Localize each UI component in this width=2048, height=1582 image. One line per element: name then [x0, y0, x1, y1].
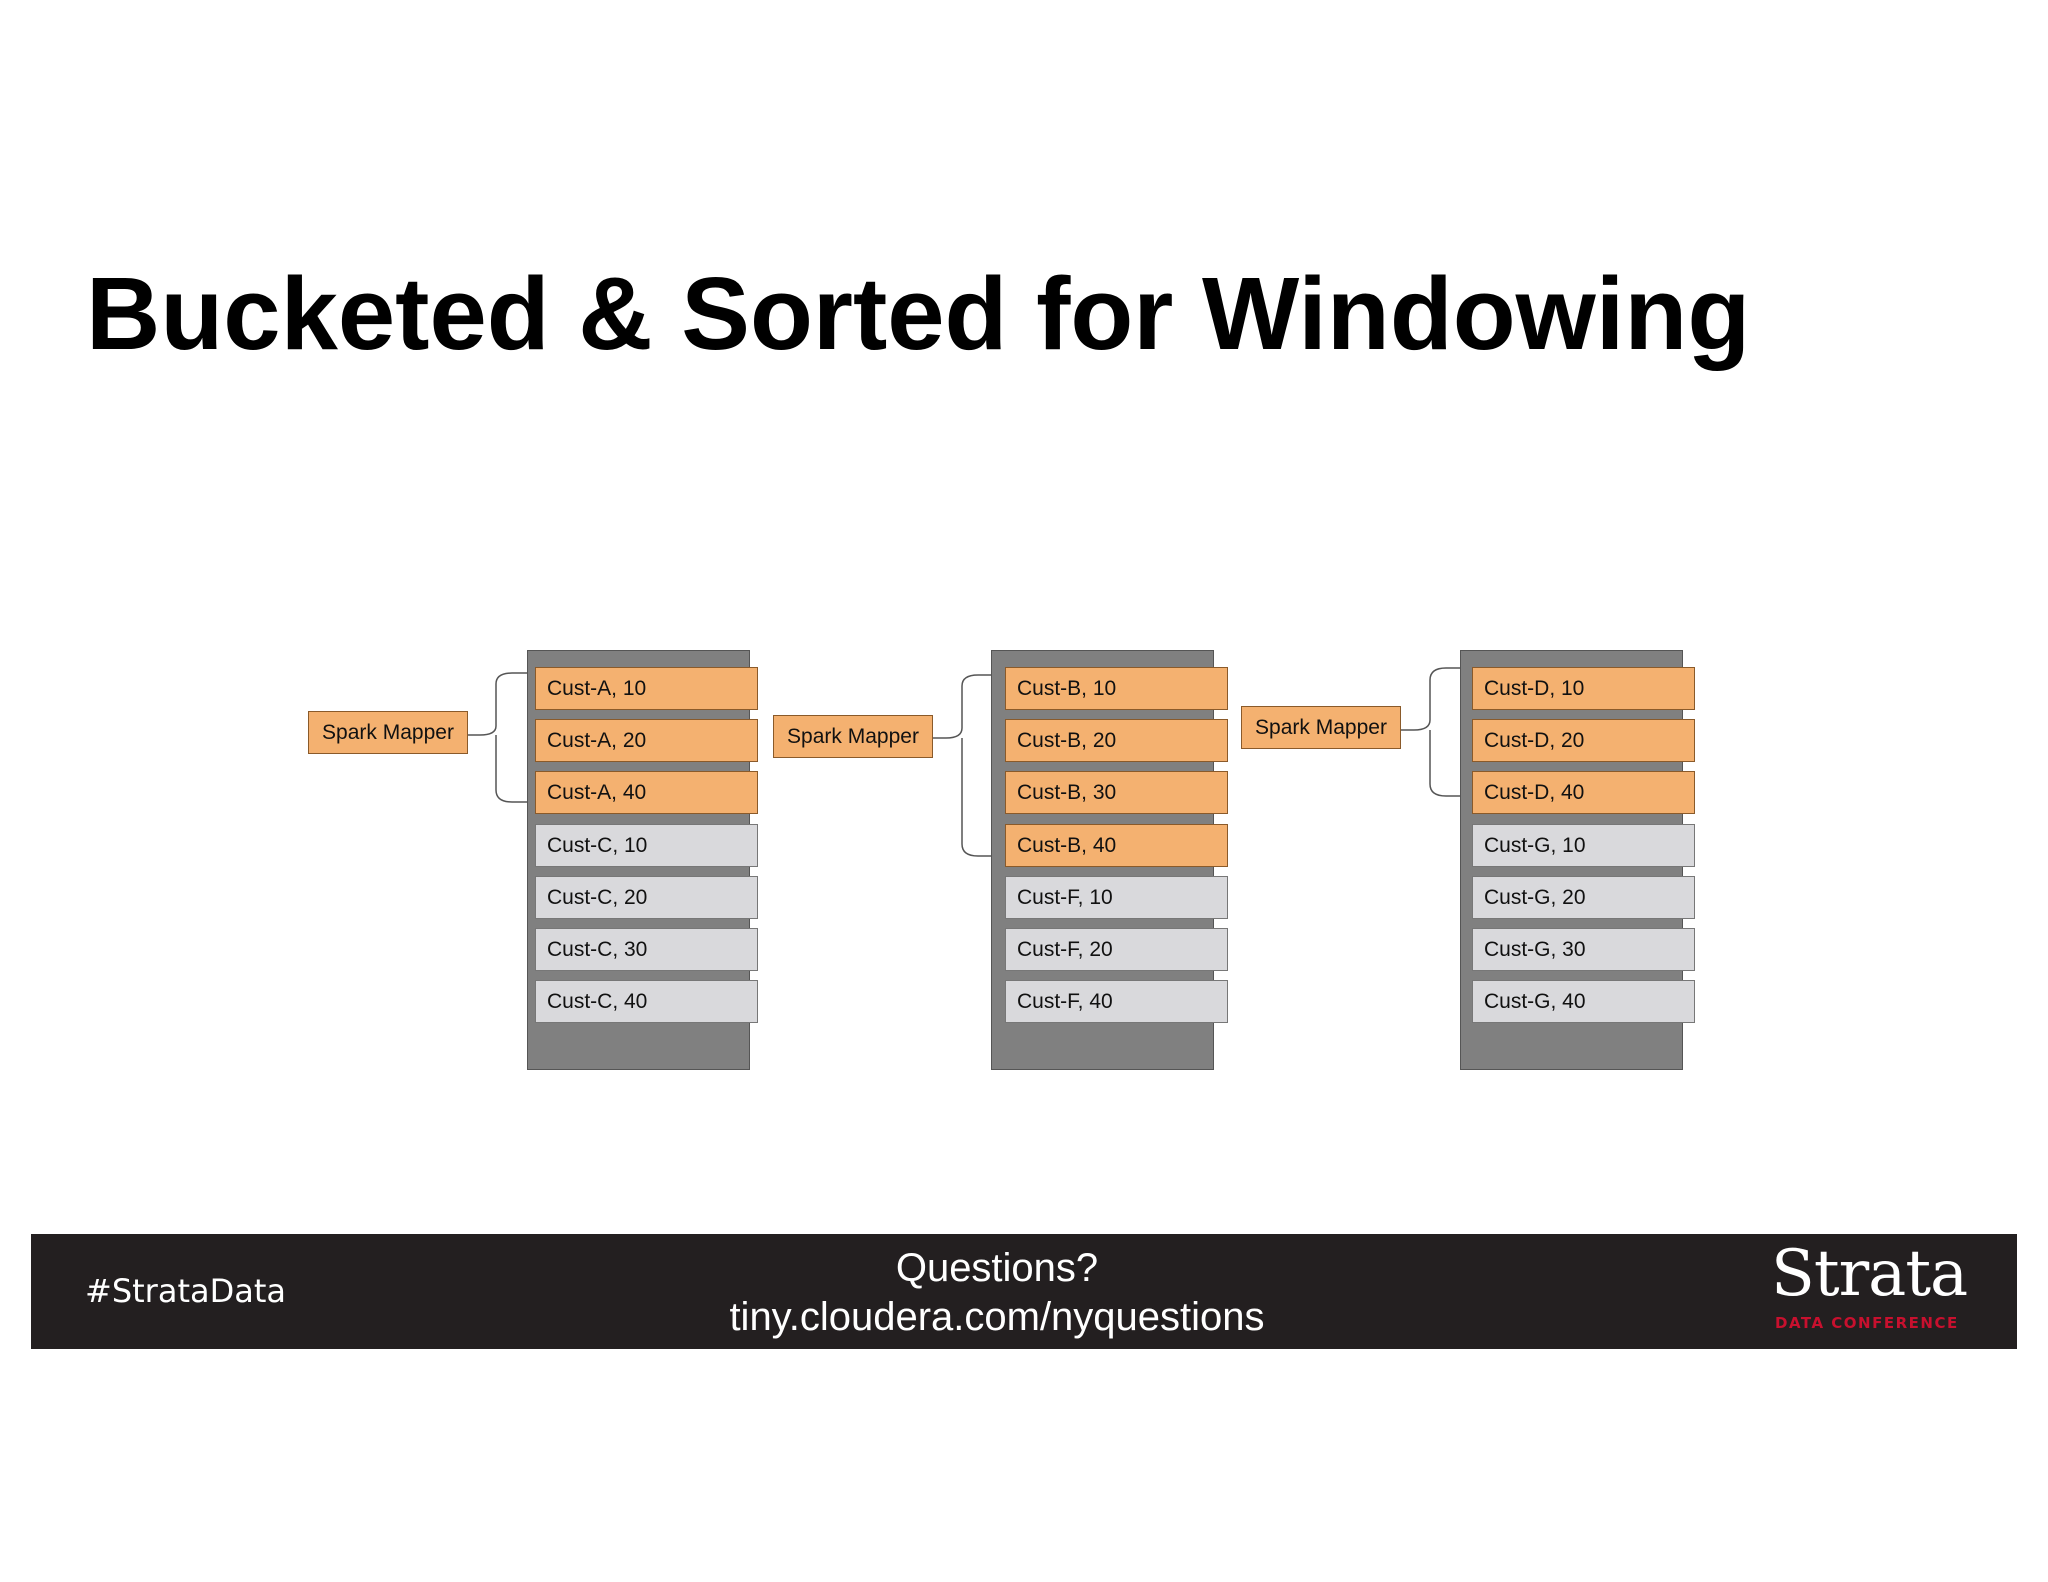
strata-logo-subtitle: DATA CONFERENCE	[1775, 1314, 1959, 1332]
bucket-2-row: Cust-F, 40	[1005, 980, 1228, 1023]
bucket-1-row: Cust-C, 20	[535, 876, 758, 919]
bucket-1-row: Cust-A, 10	[535, 667, 758, 710]
hashtag: #StrataData	[85, 1272, 286, 1310]
bracket-2	[933, 675, 992, 856]
bucket-1-row: Cust-C, 10	[535, 824, 758, 867]
footer-bar	[31, 1234, 2017, 1349]
bucket-1-row: Cust-A, 40	[535, 771, 758, 814]
bucket-2-row: Cust-F, 20	[1005, 928, 1228, 971]
strata-logo-word: Strata	[1771, 1237, 1968, 1311]
spark-mapper-1: Spark Mapper	[308, 711, 468, 754]
bucket-3-row: Cust-D, 40	[1472, 771, 1695, 814]
bucket-3-row: Cust-D, 10	[1472, 667, 1695, 710]
slide-title: Bucketed & Sorted for Windowing	[86, 256, 1751, 371]
spark-mapper-2: Spark Mapper	[773, 715, 933, 758]
bucket-2-row: Cust-F, 10	[1005, 876, 1228, 919]
strata-logo	[1771, 1237, 1991, 1342]
bucket-2-row: Cust-B, 10	[1005, 667, 1228, 710]
questions-link[interactable]: tiny.cloudera.com/nyquestions	[729, 1295, 1265, 1339]
bucket-2-row: Cust-B, 30	[1005, 771, 1228, 814]
bracket-1	[468, 673, 528, 802]
questions-label: Questions?	[895, 1246, 1099, 1290]
bucket-3-row: Cust-G, 30	[1472, 928, 1695, 971]
bucket-1-row: Cust-C, 30	[535, 928, 758, 971]
bucket-1-row: Cust-C, 40	[535, 980, 758, 1023]
bucket-3-row: Cust-G, 10	[1472, 824, 1695, 867]
bracket-3	[1401, 668, 1461, 796]
spark-mapper-3: Spark Mapper	[1241, 706, 1401, 749]
bucket-3-row: Cust-G, 40	[1472, 980, 1695, 1023]
bucket-1-row: Cust-A, 20	[535, 719, 758, 762]
bucket-3-row: Cust-G, 20	[1472, 876, 1695, 919]
bucket-2-row: Cust-B, 20	[1005, 719, 1228, 762]
bucket-3-row: Cust-D, 20	[1472, 719, 1695, 762]
bucket-2-row: Cust-B, 40	[1005, 824, 1228, 867]
